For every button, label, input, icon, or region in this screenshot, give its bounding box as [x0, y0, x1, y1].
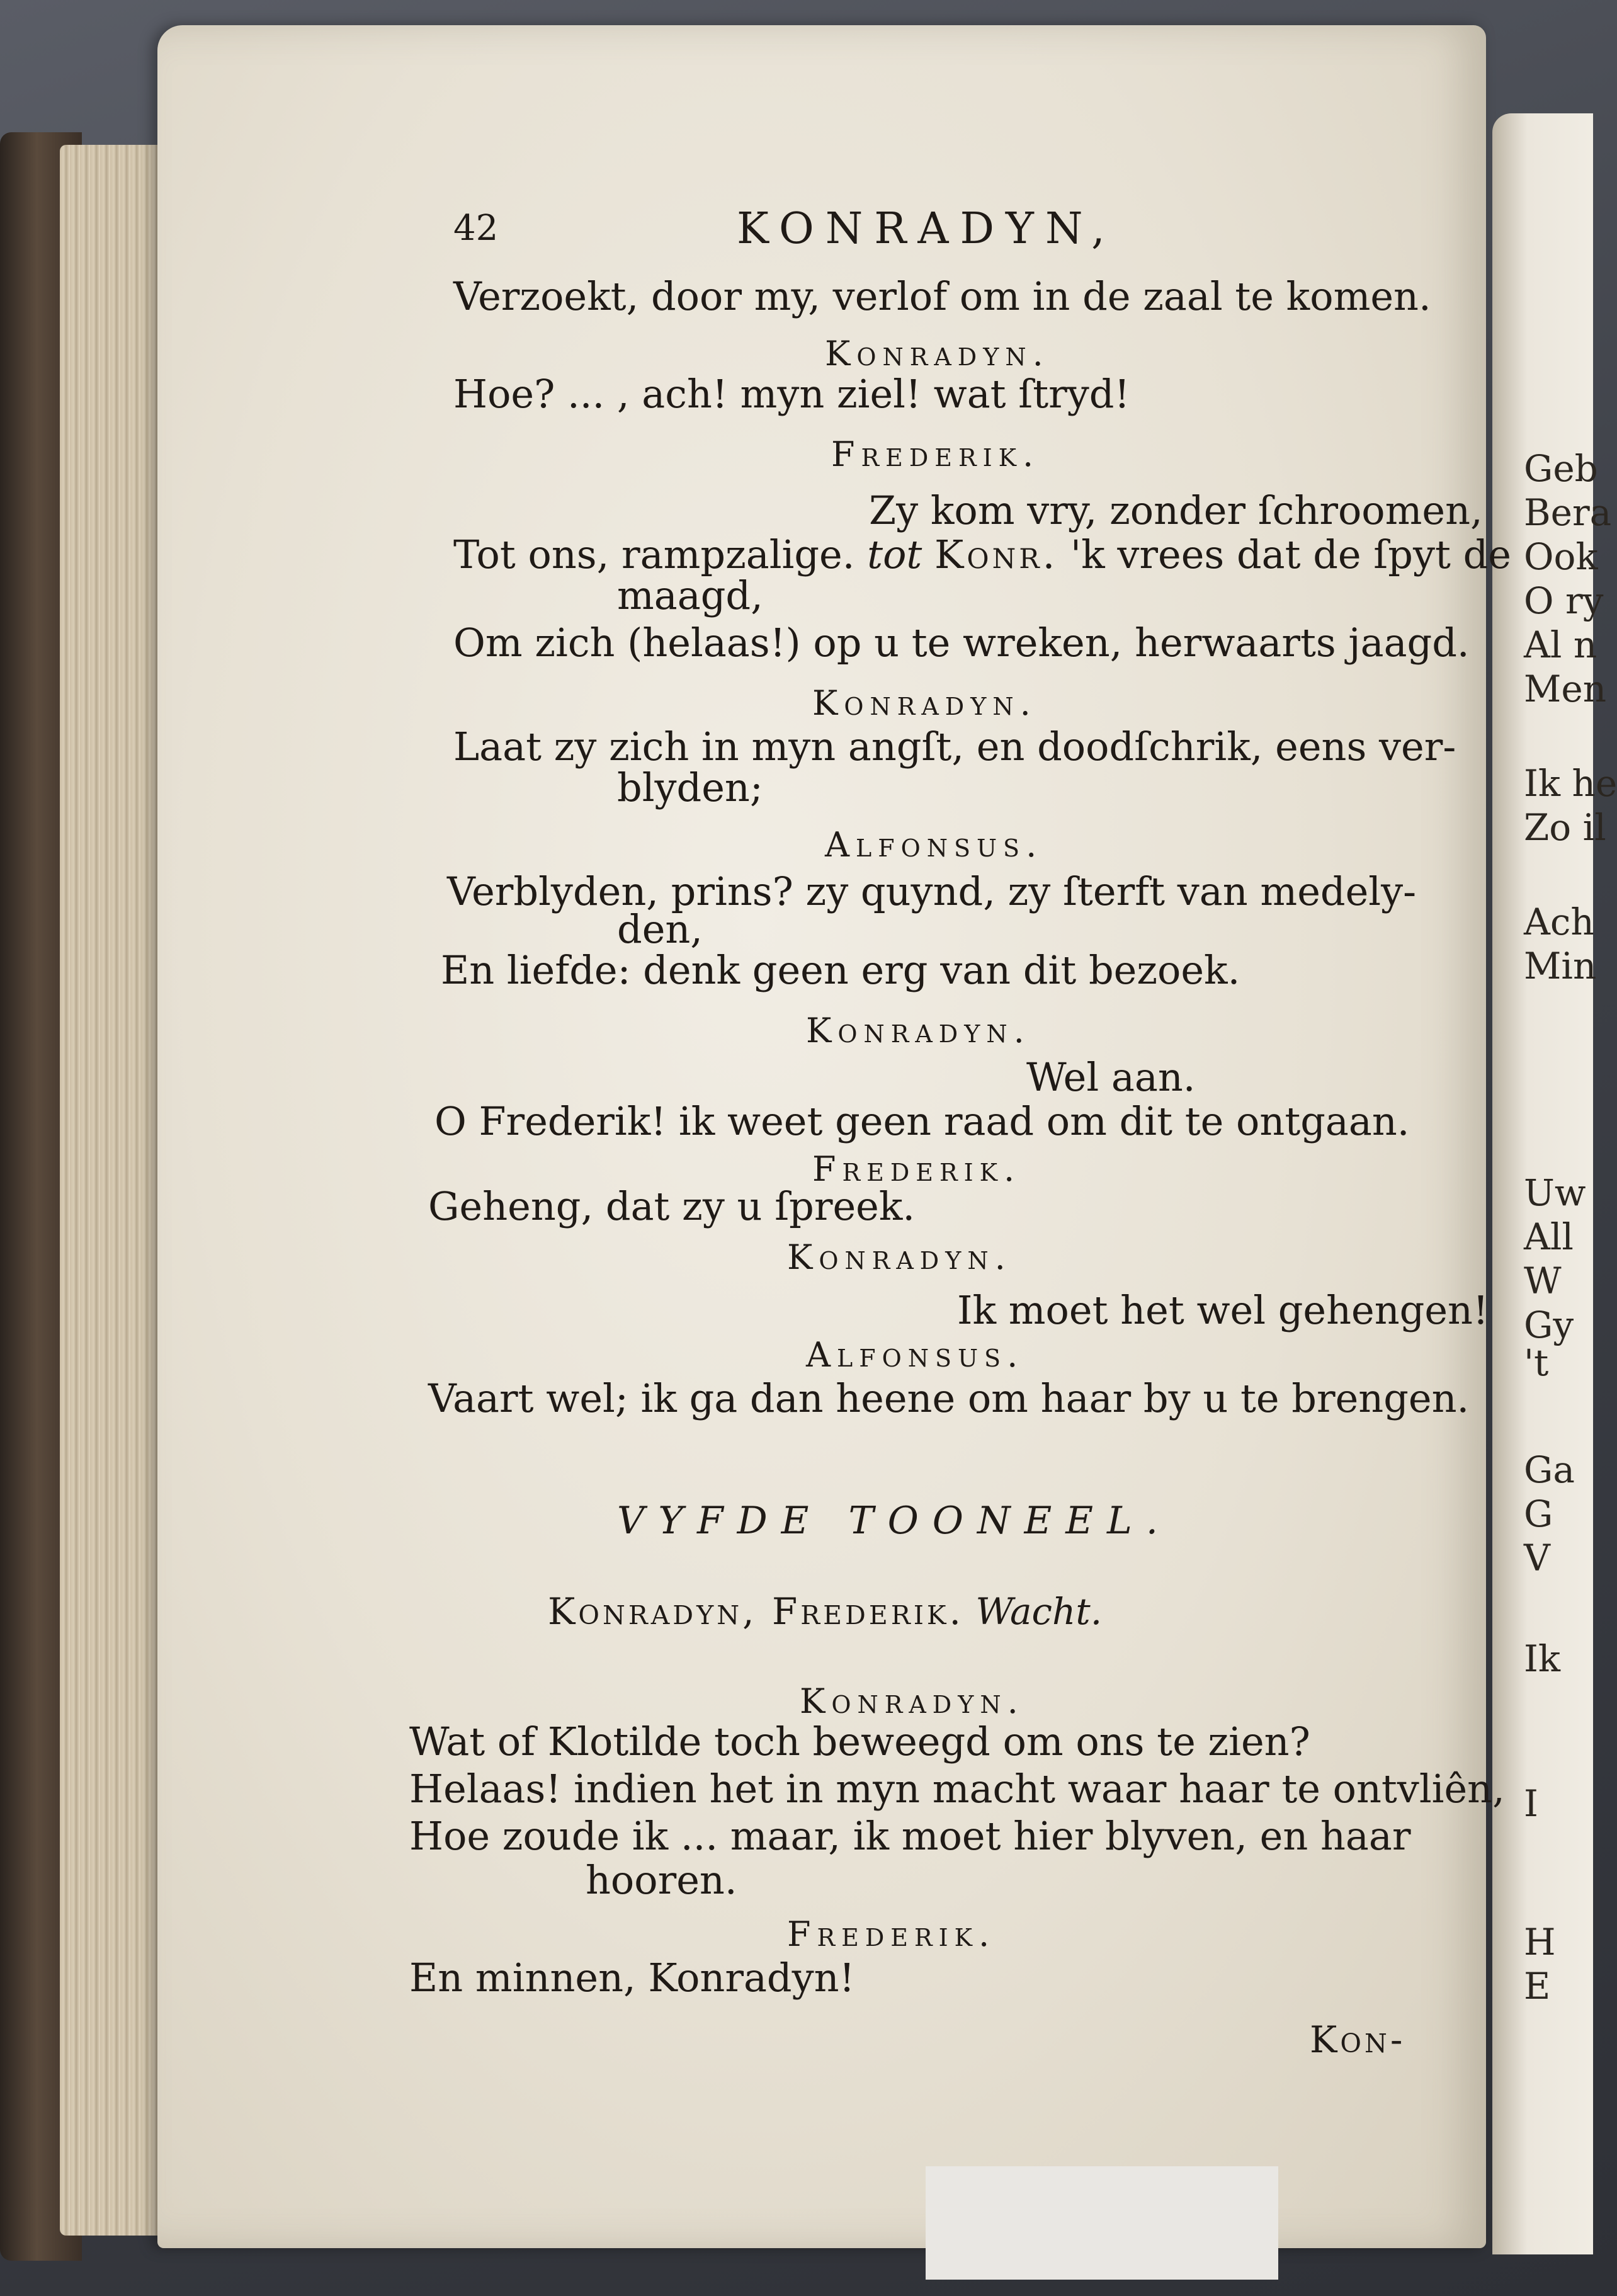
- verse-line: O Frederik! ik weet geen raad om dit te ontgaan.: [434, 1098, 1410, 1144]
- speaker-name: Konradyn.: [806, 1011, 1031, 1050]
- speaker-name: Konradyn.: [825, 334, 1050, 373]
- facing-fragment: Bera: [1524, 491, 1612, 534]
- verse-line: Verzoekt, door my, verlof om in de zaal te komen.: [453, 273, 1431, 319]
- verse-line: den,: [617, 906, 703, 952]
- speaker-name: Konradyn.: [800, 1681, 1024, 1721]
- verse-line: En minnen, Konradyn!: [409, 1955, 855, 2001]
- verse-line: [453, 531, 1511, 577]
- speaker-name: Konradyn.: [787, 1237, 1012, 1277]
- facing-fragment: Ik he: [1524, 762, 1617, 805]
- verse-line: Om zich (helaas!) op u te wreken, herwaarts jaagd.: [453, 620, 1470, 666]
- verse-text: 'k vrees dat de ſpyt de: [1070, 531, 1511, 577]
- verse-line: Laat zy zich in myn angſt, en doodſchrik, eens ver-: [453, 724, 1456, 770]
- verse-text: Tot ons, rampzalige.: [453, 531, 855, 577]
- catchword: Kon-: [1310, 2018, 1406, 2061]
- verse-line: Vaart wel; ik ga dan heene om haar by u te brengen.: [428, 1375, 1470, 1421]
- speaker-name: Frederik.: [787, 1914, 996, 1954]
- verse-line: Wel aan.: [1026, 1054, 1196, 1100]
- facing-fragment: G: [1524, 1492, 1553, 1535]
- facing-fragment: Min: [1524, 945, 1597, 987]
- facing-fragment: All: [1524, 1215, 1574, 1258]
- facing-fragment: Ook: [1524, 535, 1598, 578]
- facing-fragment: Ik: [1524, 1637, 1561, 1680]
- stage-direction-name: Konr.: [934, 531, 1058, 577]
- speaker-name: Alfonsus.: [825, 825, 1043, 865]
- facing-fragment: I: [1524, 1782, 1538, 1825]
- facing-fragment: Geb: [1524, 447, 1598, 490]
- verse-line: Zy kom vry, zonder ſchroomen,: [869, 487, 1483, 533]
- running-head: KONRADYN,: [737, 204, 1116, 254]
- facing-page: [1492, 113, 1617, 2254]
- cast-list: [548, 1590, 1103, 1633]
- verse-line: Verblyden, prins? zy quynd, zy ſterft van medely-: [447, 868, 1417, 914]
- facing-fragment: H: [1524, 1921, 1556, 1964]
- scene-heading: VYFDE TOONEEL.: [617, 1499, 1172, 1543]
- book-page: [157, 25, 1511, 2248]
- facing-fragment: E: [1524, 1965, 1551, 2008]
- speaker-name: Frederik.: [812, 1149, 1021, 1189]
- stage-direction: tot: [867, 531, 922, 577]
- speaker-name: Frederik.: [831, 435, 1040, 474]
- verse-line: Wat of Klotilde toch beweegd om ons te zien?: [409, 1719, 1310, 1765]
- facing-fragment: Men: [1524, 668, 1607, 710]
- redaction-patch: [926, 2166, 1278, 2280]
- speaker-name: Konradyn.: [812, 683, 1037, 723]
- page-number: 42: [453, 208, 499, 249]
- facing-fragment: Ach: [1524, 901, 1594, 943]
- verse-line: maagd,: [617, 572, 763, 618]
- cast-names: Konradyn, Frederik.: [548, 1590, 964, 1633]
- verse-line: Helaas! indien het in myn macht waar haar te ontvliên,: [409, 1766, 1505, 1812]
- page-text: [157, 25, 1511, 2248]
- facing-fragment: Uw: [1524, 1171, 1586, 1214]
- verse-line: Ik moet het wel gehengen!: [957, 1287, 1489, 1333]
- verse-line: Hoe zoude ik ... maar, ik moet hier blyven, en haar: [409, 1813, 1411, 1859]
- verse-line: En liefde: denk geen erg van dit bezoek.: [441, 947, 1240, 993]
- facing-fragment: Ga: [1524, 1448, 1575, 1491]
- verse-line: blyden;: [617, 764, 763, 810]
- facing-fragment: 't: [1524, 1341, 1549, 1384]
- verse-line: hooren.: [586, 1857, 737, 1903]
- facing-fragment: O ry: [1524, 579, 1604, 622]
- facing-fragment: W: [1524, 1259, 1562, 1302]
- cast-extra: Wacht.: [975, 1590, 1103, 1633]
- verse-line: Geheng, dat zy u ſpreek.: [428, 1183, 916, 1229]
- speaker-name: Alfonsus.: [806, 1335, 1024, 1375]
- facing-fragment: V: [1524, 1537, 1550, 1579]
- facing-fragment: Al n: [1524, 623, 1597, 666]
- facing-fragment: Gy: [1524, 1304, 1574, 1346]
- verse-line: Hoe? ... , ach! myn ziel! wat ſtryd!: [453, 371, 1130, 417]
- facing-fragment: Zo il: [1524, 806, 1606, 849]
